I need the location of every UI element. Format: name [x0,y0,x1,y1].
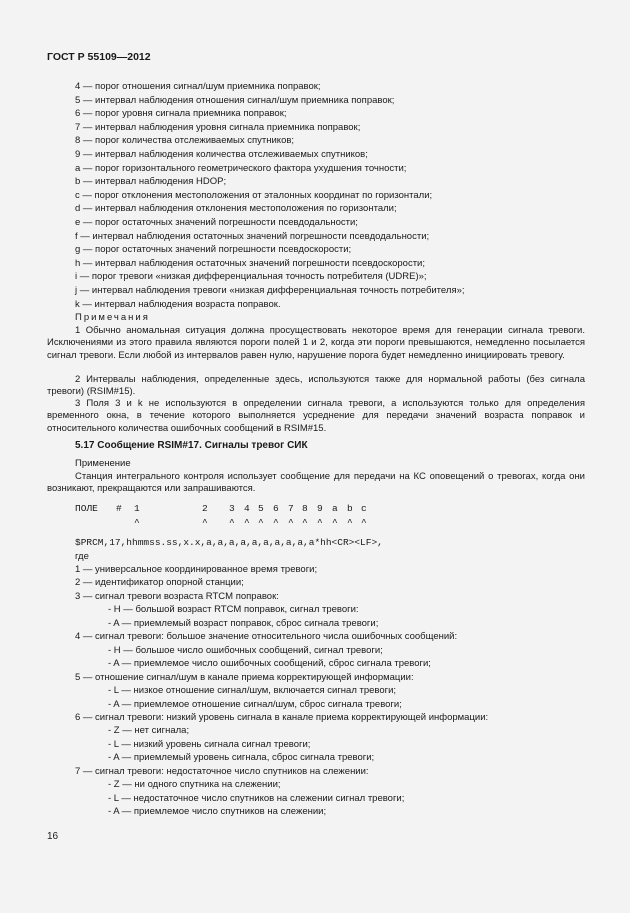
application-text [47,471,585,496]
parameter-list-item: f — интервал наблюдения остаточных значений погрешности псевдодальности; [75,230,430,242]
note-1 [47,325,585,362]
note-2-text: 2 Интервалы наблюдения, определенные здесь, используются также для нормальной работы (без сигнала тревоги) (RSIM#15). [47,374,585,398]
field-description-item: 6 — сигнал тревоги: низкий уровень сигнала в канале приема корректирующей информации: [75,711,489,723]
field-caret: ^ [332,517,338,528]
field-description-item: 4 — сигнал тревоги: большое значение относительного числа ошибочных сообщений: [75,631,458,643]
parameter-list-item: 7 — интервал наблюдения уровня сигнала приемника поправок; [75,121,361,133]
field-number: a [332,503,338,514]
field-description-item: - L — низкий уровень сигнала сигнал тревоги; [108,738,311,750]
parameter-list-item: 4 — порог отношения сигнал/шум приемника поправок; [75,81,321,92]
field-number: c [361,503,367,514]
page-header: ГОСТ Р 55109—2012 [47,51,151,63]
field-caret: ^ [302,517,308,528]
parameter-list-item: g — порог остаточных значений погрешности псевдоскорости; [75,244,352,256]
parameter-list-item: h — интервал наблюдения остаточных значений погрешности псевдоскорости; [75,257,426,269]
field-number: 8 [302,503,308,514]
parameter-list-item: 9 — интервал наблюдения количества отслеживаемых спутников; [75,149,368,160]
parameter-list-item: i — порог тревоги «низкая дифференциальная точность потребителя (UDRE)»; [75,271,427,283]
field-caret: ^ [273,517,279,528]
field-description-item: - L — недостаточное число спутников на слежении сигнал тревоги; [108,792,405,804]
field-number: 2 [202,503,208,514]
parameter-list-item: k — интервал наблюдения возраста поправок. [75,298,281,310]
section-title: 5.17 Сообщение RSIM#17. Сигналы тревог СИК [75,440,308,451]
field-caret: ^ [361,517,367,528]
field-number: b [347,503,353,514]
application-text-body: Станция интегрального контроля использует сообщение для передачи на КС оповещений о тревогах, когда они возникают, прекращаются или запрашиваются. [47,471,585,495]
field-caret: ^ [202,517,208,528]
note-1-text: 1 Обычно аномальная ситуация должна просуществовать некоторое время для генерации сигнала тревоги. Исключениями из этого правила являются пороги полей 1 и 2, когда эти пороги превышаются, немедленно посылается сигнал тревоги. Если любой из интервалов равен нулю, нарушение порога будет немедленно инициировать тревогу. [47,325,585,361]
field-number: 1 [134,503,140,514]
field-description-item: - A — приемлемое число ошибочных сообщений, сброс сигнала тревоги; [108,658,431,670]
field-number: 7 [288,503,294,514]
field-description-item: 3 — сигнал тревоги возраста RTCM поправок: [75,590,279,602]
field-caret: ^ [317,517,323,528]
field-description-item: - A — приемлемое отношение сигнал/шум, сброс сигнала тревоги; [108,698,402,710]
parameter-list-item: a — порог горизонтального геометрического фактора ухудшения точности; [75,162,407,174]
field-description-item: - A — приемлемый уровень сигнала, сброс сигнала тревоги; [108,752,375,764]
parameter-list-item: j — интервал наблюдения тревоги «низкая дифференциальная точность потребителя»; [75,285,465,296]
parameter-list-item: 6 — порог уровня сигнала приемника поправок; [75,108,287,120]
field-description-item: - L — низкое отношение сигнал/шум, включается сигнал тревоги; [108,685,397,697]
field-number: 3 [229,503,235,514]
parameter-list-item: с — порог отклонения местоположения от эталонных координат по горизонтали; [75,189,433,201]
application-label: Применение [75,458,131,469]
field-number: 4 [244,503,250,514]
note-2 [47,374,585,399]
parameter-list-item: b — интервал наблюдения HDOP; [75,176,227,188]
parameter-list-item: 5 — интервал наблюдения отношения сигнал/шум приемника поправок; [75,94,395,106]
field-caret: ^ [258,517,264,528]
field-description-item: - Z — ни одного спутника на слежении; [108,779,281,791]
field-description-item: - A — приемлемый возраст поправок, сброс сигнала тревоги; [108,617,379,629]
field-number: 6 [273,503,279,514]
field-row-label: ПОЛЕ [75,503,98,514]
field-description-item: - Z — нет сигнала; [108,725,190,737]
page-number: 16 [47,831,59,842]
notes-title: Примечания [75,312,150,323]
note-3-text: 3 Поля 3 и k не используются в определении сигнала тревоги, а используются только для определения временного окна, в течение которого выполняется усреднение для передачи значений возраста поправок и относительного количества ошибочных сообщений в RSIM#15. [47,398,585,434]
field-description-item: 5 — отношение сигнал/шум в канале приема корректирующей информации: [75,671,414,683]
field-caret: ^ [134,517,140,528]
field-description-item: 1 — универсальное координированное время тревоги; [75,564,318,575]
parameter-list-item: d — интервал наблюдения отклонения местоположения по горизонтали; [75,203,397,215]
field-description-item: 2 — идентификатор опорной станции; [75,577,244,589]
field-caret: ^ [288,517,294,528]
parameter-list-item: 8 — порог количества отслеживаемых спутников; [75,135,295,147]
field-description-item: - H — большой возраст RTCM поправок, сигнал тревоги: [108,604,359,616]
field-number: 5 [258,503,264,514]
field-description-item: - A — приемлемое число спутников на слежении; [108,806,327,818]
field-caret: ^ [347,517,353,528]
note-3 [47,398,585,435]
format-string: $PRCM,17,hhmmss.ss,x.x,a,a,a,a,a,a,a,a,a,a*hh<CR><LF>, [75,537,383,548]
parameter-list-item: e — порог остаточных значений погрешности псевдодальности; [75,217,358,228]
field-number: 9 [317,503,323,514]
where-label: где [75,551,89,562]
field-caret: ^ [244,517,250,528]
field-description-item: - H — большое число ошибочных сообщений, сигнал тревоги; [108,644,383,656]
field-description-item: 7 — сигнал тревоги: недостаточное число спутников на слежении: [75,765,369,777]
field-caret: ^ [229,517,235,528]
field-row-hash: # [116,503,122,514]
